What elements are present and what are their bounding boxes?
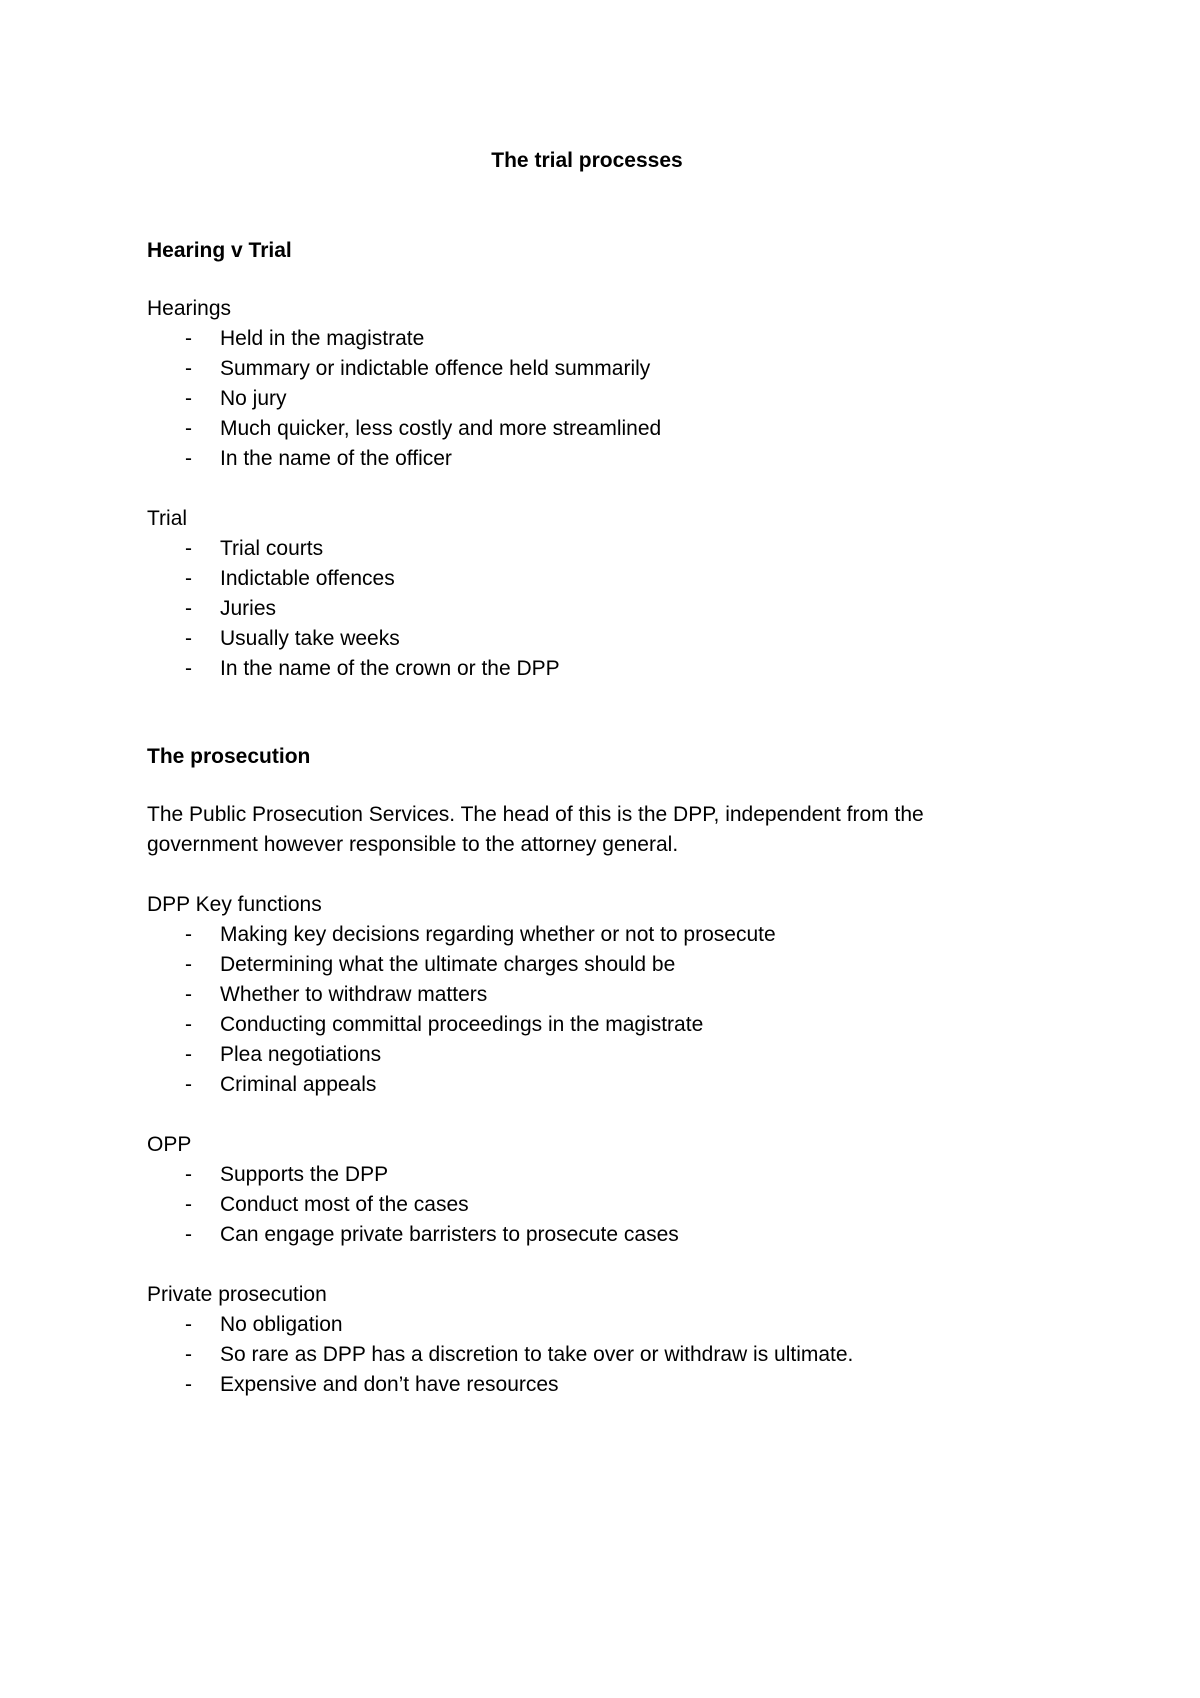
dash-bullet: - [185,1163,192,1186]
list-item: - Much quicker, less costly and more streamlined [147,414,1027,444]
dash-bullet: - [185,1313,192,1336]
list-item: - Can engage private barristers to prosecute cases [147,1220,1027,1250]
trial-list [147,534,1027,684]
list-item: - Summary or indictable offence held summarily [147,354,1027,384]
dash-bullet: - [185,923,192,946]
section-heading-hearing-v-trial: Hearing v Trial [147,239,292,262]
dash-bullet: - [185,1193,192,1216]
dash-bullet: - [185,983,192,1006]
list-item: - Usually take weeks [147,624,1027,654]
dash-bullet: - [185,1223,192,1246]
list-item: - In the name of the officer [147,444,1027,474]
prosecution-paragraph-line-2: government however responsible to the attorney general. [147,833,679,856]
list-item: - Indictable offences [147,564,1027,594]
list-item: - Conducting committal proceedings in the magistrate [147,1010,1027,1040]
dash-bullet: - [185,627,192,650]
dash-bullet: - [185,567,192,590]
list-item: - Making key decisions regarding whether or not to prosecute [147,920,1027,950]
dash-bullet: - [185,537,192,560]
list-item: - Expensive and don’t have resources [147,1370,1027,1400]
private-prosecution-list [147,1310,1027,1400]
dash-bullet: - [185,1073,192,1096]
opp-list [147,1160,1027,1250]
list-item: - Supports the DPP [147,1160,1027,1190]
section-heading-prosecution: The prosecution [147,745,311,768]
document-title: The trial processes [491,149,683,172]
list-item: - No jury [147,384,1027,414]
trial-label: Trial [147,507,188,530]
prosecution-paragraph-line-1: The Public Prosecution Services. The head of this is the DPP, independent from the [147,803,924,826]
list-item: - Conduct most of the cases [147,1190,1027,1220]
dash-bullet: - [185,657,192,680]
list-item: - Trial courts [147,534,1027,564]
list-item: - In the name of the crown or the DPP [147,654,1027,684]
dash-bullet: - [185,357,192,380]
hearings-list [147,324,1027,474]
list-item: - Whether to withdraw matters [147,980,1027,1010]
dash-bullet: - [185,1043,192,1066]
list-item: - Criminal appeals [147,1070,1027,1100]
dpp-functions-label: DPP Key functions [147,893,322,916]
dash-bullet: - [185,597,192,620]
dash-bullet: - [185,1013,192,1036]
document-body [147,146,1027,1400]
list-item: - Determining what the ultimate charges should be [147,950,1027,980]
list-item: - So rare as DPP has a discretion to take over or withdraw is ultimate. [147,1340,1027,1370]
private-prosecution-label: Private prosecution [147,1283,327,1306]
list-item: - Held in the magistrate [147,324,1027,354]
dpp-functions-list [147,920,1027,1100]
dash-bullet: - [185,387,192,410]
dash-bullet: - [185,1373,192,1396]
hearings-label: Hearings [147,297,232,320]
dash-bullet: - [185,417,192,440]
dash-bullet: - [185,953,192,976]
list-item: - Plea negotiations [147,1040,1027,1070]
dash-bullet: - [185,327,192,350]
opp-label: OPP [147,1133,192,1156]
dash-bullet: - [185,447,192,470]
list-item: - No obligation [147,1310,1027,1340]
dash-bullet: - [185,1343,192,1366]
list-item: - Juries [147,594,1027,624]
